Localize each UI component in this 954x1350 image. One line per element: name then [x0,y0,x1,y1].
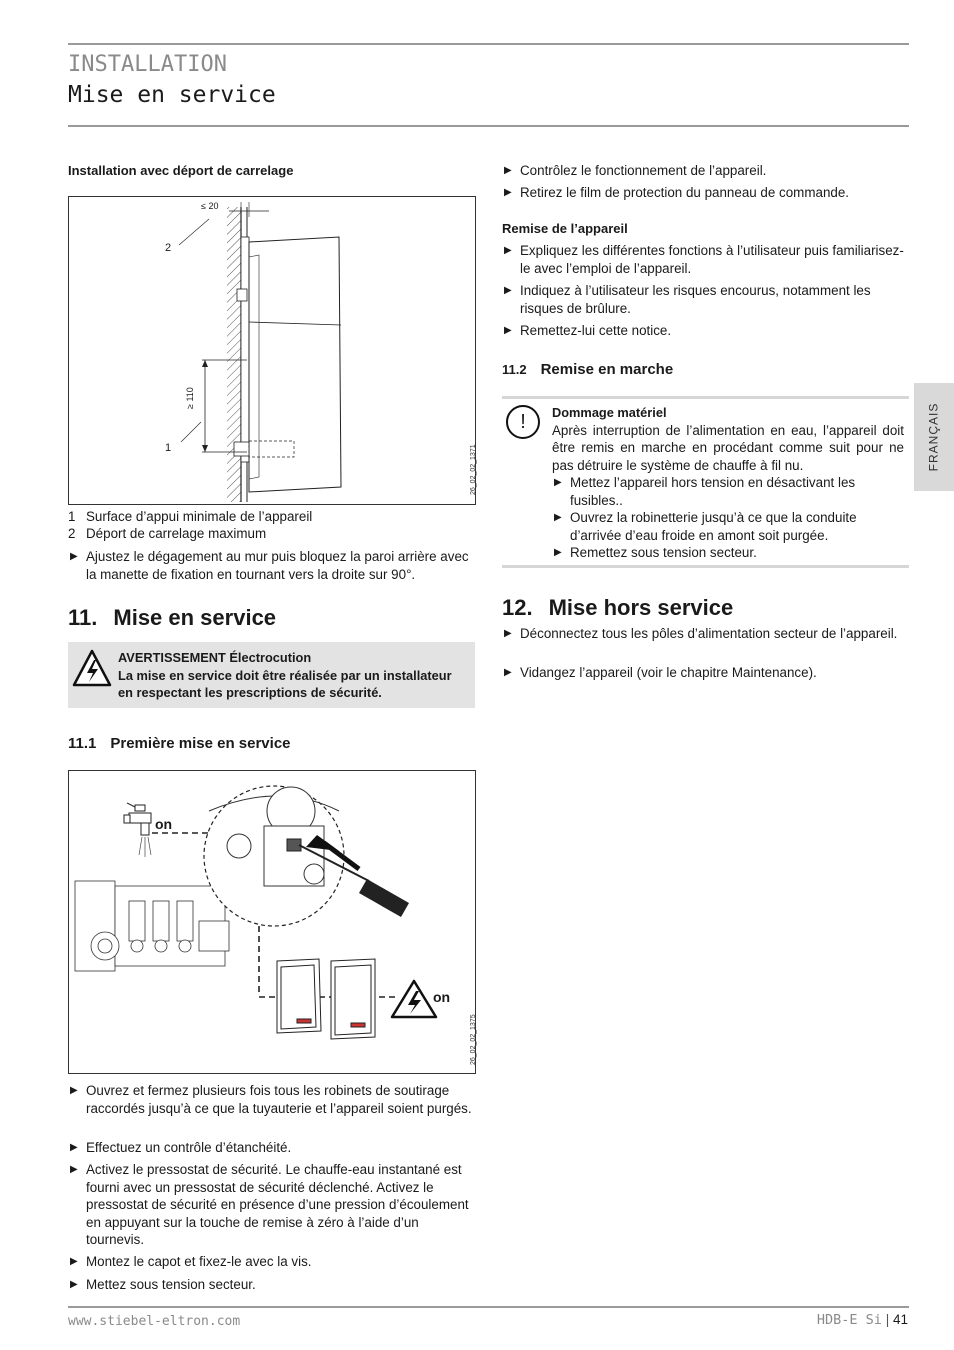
list-item: ▶ Expliquez les différentes fonctions à l’utilisateur puis familiarisez-le avec l’emploi de l’appareil. [502,242,909,277]
figure-tile-offset [68,196,476,505]
legend-item: 2 Déport de carrelage maximum [68,526,267,541]
figure-ref: 26_02_02_1371 [470,444,477,495]
footer-url[interactable]: www.stiebel-eltron.com [68,1314,241,1329]
tap-on-label: on [155,816,173,832]
list-item: ▶ Remettez-lui cette notice. [502,322,909,340]
warning-title: AVERTISSEMENT Électrocution [118,650,312,665]
electric-hazard-icon [72,648,112,688]
page-number: 41 [892,1312,908,1327]
tile-heading: Installation avec déport de carrelage [68,163,294,178]
list-item: ▶ Déconnectez tous les pôles d’alimentation secteur de l’appareil. [502,625,909,643]
header-top-rule [68,43,909,45]
list-item: ▶ Ajustez le dégagement au mur puis bloquez la paroi arrière avec la manette de fixation en tournant vers la droite sur 90°. [68,548,476,583]
list-item: ▶ Indiquez à l’utilisateur les risques encourus, notamment les risques de brûlure. [502,282,909,317]
model-name: HDB-E Si [816,1312,882,1328]
exclamation-icon: ! [506,405,540,439]
header-bottom-rule [68,125,909,127]
warning-box [68,642,475,708]
list-item: ▶ Effectuez un contrôle d’étanchéité. [68,1139,476,1157]
section-11-2-heading: 11.2 Remise en marche [502,361,674,378]
power-on-label: on [433,989,451,1005]
page-title: Mise en service [68,82,276,108]
tap-icon [124,803,151,857]
figure-ref: 26_02_02_1375 [470,1014,477,1065]
list-item: ▶ Montez le capot et fixez-le avec la vis. [68,1253,476,1271]
footer-rule [68,1306,909,1308]
list-item: ▶ Ouvrez la robinetterie jusqu’à ce que la conduite d’arrivée d’eau froide en amont soit purgée. [552,509,904,544]
callout-2: 2 [165,242,172,254]
list-item: ▶ Ouvrez et fermez plusieurs fois tous les robinets de soutirage raccordés jusqu’à ce que la tuyauterie et l’appareil soient purgés. [68,1082,476,1117]
note-box [502,396,909,568]
footer-page-info [817,1311,908,1330]
tile-offset-drawing [69,197,475,504]
warning-text: La mise en service doit être réalisée par un installateur en respectant les prescriptions de sécurité. [118,667,452,700]
list-item: ▶ Contrôlez le fonctionnement de l’appareil. [502,162,909,180]
legend-item: 1 Surface d’appui minimale de l’appareil [68,509,313,524]
list-item: ▶ Activez le pressostat de sécurité. Le chauffe-eau instantané est fourni avec un pressostat de sécurité déclenché. Activez le pressostat de sécurité en présence d’une pression d’écoulement en appuyant sur la touche de remise à zéro à l’aide d’un tournevis. [68,1161,476,1249]
figure-first-startup [68,770,476,1074]
callout-1: 1 [165,442,172,454]
separator: | [885,1312,890,1327]
section-11-heading: 11. Mise en service [68,605,277,630]
language-tab: FRANÇAIS [914,383,954,491]
dim-top-label: ≤ 20 [201,201,219,211]
list-item: ▶ Mettez l’appareil hors tension en désactivant les fusibles.. [552,474,904,509]
handover-heading: Remise de l’appareil [502,221,628,236]
section-12-heading: 12. Mise hors service [502,595,734,620]
section-11-1-heading: 11.1 Première mise en service [68,735,291,752]
list-item: ▶ Vidangez l’appareil (voir le chapitre Maintenance). [502,664,909,682]
note-title: Dommage matériel [552,405,667,420]
list-item: ▶ Retirez le film de protection du panneau de commande. [502,184,909,202]
list-item: ▶ Remettez sous tension secteur. [552,544,904,562]
list-item: ▶ Mettez sous tension secteur. [68,1276,476,1294]
electric-hazard-icon [392,981,436,1017]
note-text: Après interruption de l’alimentation en eau, l’appareil doit être remis en marche en procédant comme suit pour ne pas détruire le système de chauffe à fil nu. [552,422,904,473]
section-title: INSTALLATION [68,52,227,77]
dim-side-label: ≥ 110 [185,387,195,409]
first-startup-drawing [69,771,475,1073]
